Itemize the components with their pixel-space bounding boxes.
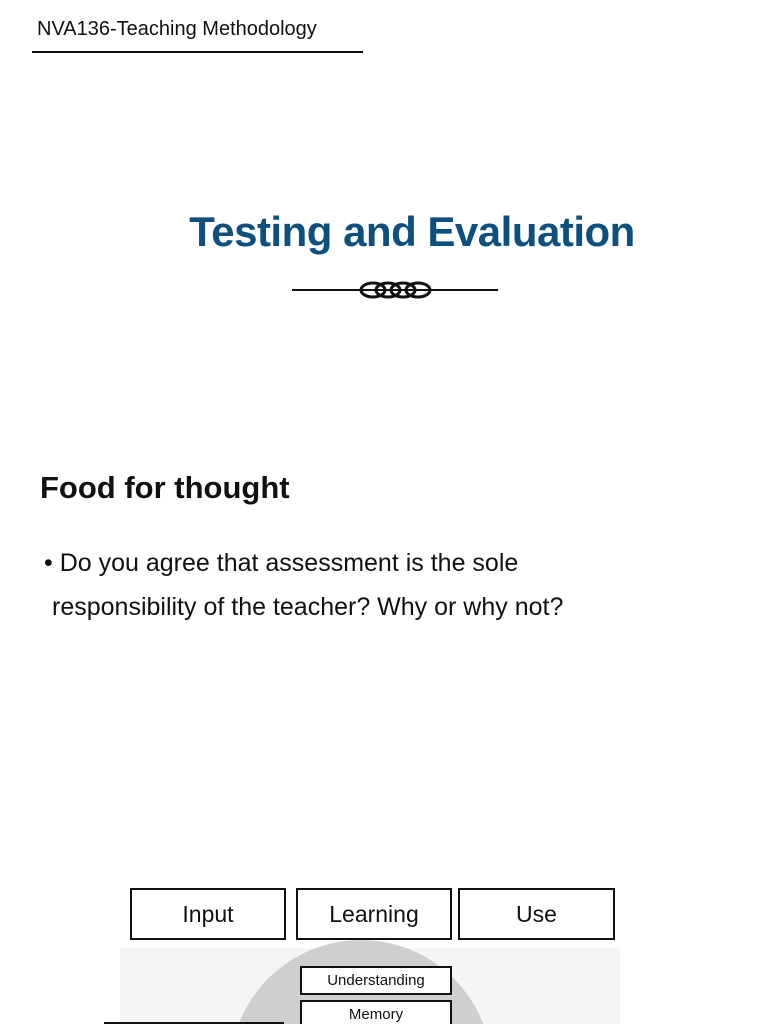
learning-diagram	[100, 880, 640, 1024]
diagram-box-use: Use	[458, 888, 615, 940]
bullet-text-line-2: responsibility of the teacher? Why or why not?	[52, 593, 564, 621]
diagram-box-input: Input	[130, 888, 286, 940]
ornament-divider-icon	[292, 276, 498, 304]
slide-title: Testing and Evaluation	[189, 208, 635, 255]
diagram-box-understanding: Understanding	[300, 966, 452, 995]
section-heading: Food for thought	[40, 470, 290, 505]
bullet-text-line-1: • Do you agree that assessment is the sole	[44, 549, 519, 577]
diagram-box-memory: Memory	[300, 1000, 452, 1024]
course-header	[32, 14, 363, 53]
diagram-box-learning: Learning	[296, 888, 452, 940]
course-header-text: NVA136-Teaching Methodology	[37, 18, 317, 40]
